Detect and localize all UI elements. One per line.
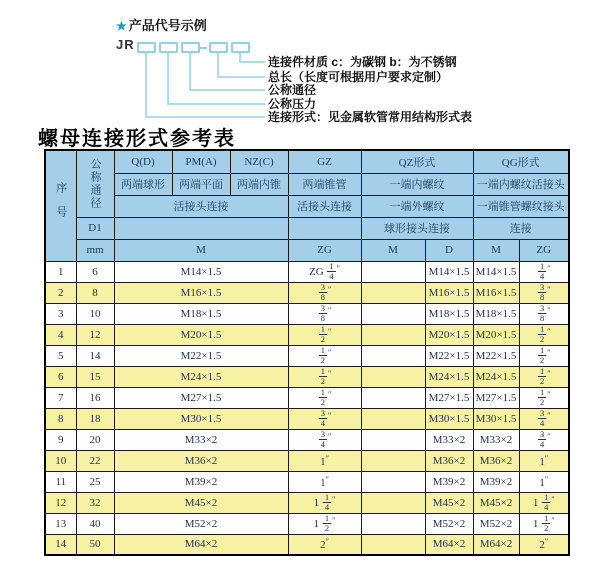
- header-qg-conn: 连接: [473, 217, 569, 239]
- cell-mm: 22: [76, 450, 114, 471]
- cell-qg-m: M33×2: [473, 429, 519, 450]
- cell-m: M16×1.5: [114, 282, 288, 303]
- product-code-prefix: JR: [116, 37, 135, 52]
- header-qg-u1: M: [473, 239, 519, 261]
- cell-seq: 3: [45, 303, 76, 324]
- cell-qz-m: [361, 471, 425, 492]
- header-qg-code: QG形式: [473, 150, 569, 173]
- header-row-conn: [45, 217, 569, 239]
- cell-qg-m: M22×1.5: [473, 345, 519, 366]
- table-row: [45, 387, 569, 408]
- header-row-units: [45, 239, 569, 261]
- table-row: [45, 471, 569, 492]
- cell-gz: $\frac{3}{8}$ ″: [288, 303, 361, 324]
- label-material: 连接件材质 c：为碳钢 b：为不锈钢: [268, 55, 457, 69]
- cell-qg-zg: $\frac{3}{4}$ ″: [519, 429, 569, 450]
- cell-qg-zg: $\frac{3}{4}$ ″: [519, 408, 569, 429]
- cell-mm: 15: [76, 366, 114, 387]
- cell-gz: ZG $\frac{1}{4}$ ″: [288, 261, 361, 282]
- cell-qg-zg: $\frac{3}{8}$ ″: [519, 303, 569, 324]
- cell-qg-m: M27×1.5: [473, 387, 519, 408]
- table-row: [45, 408, 569, 429]
- cell-seq: 12: [45, 492, 76, 513]
- cell-gz: 1 $\frac{1}{4}$ ″: [288, 492, 361, 513]
- star-icon: ★: [116, 19, 127, 33]
- cell-qz-m: [361, 450, 425, 471]
- label-diameter: 公称通径: [268, 83, 317, 97]
- header-m-unit: M: [114, 239, 288, 261]
- cell-qg-m: M18×1.5: [473, 303, 519, 324]
- cell-gz: $\frac{1}{2}$ ″: [288, 345, 361, 366]
- cell-m: M52×2: [114, 513, 288, 534]
- table-body: [45, 261, 569, 555]
- cell-m: M39×2: [114, 471, 288, 492]
- header-nz-code: NZ(C): [230, 150, 288, 173]
- cell-qg-zg: $\frac{1}{4}$ ″: [519, 261, 569, 282]
- cell-qz-m: [361, 429, 425, 450]
- cell-qz-d: M39×2: [425, 471, 473, 492]
- header-zg-unit: ZG: [288, 239, 361, 261]
- header-qpn-conn: 活接头连接: [114, 195, 288, 217]
- cell-seq: 8: [45, 408, 76, 429]
- cell-qz-d: M16×1.5: [425, 282, 473, 303]
- cell-qz-d: M30×1.5: [425, 408, 473, 429]
- table-title: 螺母连接形式参考表: [38, 128, 236, 150]
- cell-gz: $\frac{1}{2}$ ″: [288, 366, 361, 387]
- header-qg-desc2: 一端锥管螺纹接头: [473, 195, 569, 217]
- cell-mm: 6: [76, 261, 114, 282]
- label-pressure: 公称压力: [268, 97, 317, 111]
- header-qg-desc1: 一端内螺纹活接头: [473, 173, 569, 195]
- table-row: [45, 513, 569, 534]
- cell-qz-d: M52×2: [425, 513, 473, 534]
- cell-gz: $\frac{1}{2}$ ″: [288, 387, 361, 408]
- header-empty-gz: [288, 217, 361, 239]
- cell-seq: 2: [45, 282, 76, 303]
- cell-seq: 1: [45, 261, 76, 282]
- cell-m: M45×2: [114, 492, 288, 513]
- cell-qg-m: M30×1.5: [473, 408, 519, 429]
- cell-qz-d: M36×2: [425, 450, 473, 471]
- cell-seq: 11: [45, 471, 76, 492]
- diagram-title-text: 产品代号示例: [128, 18, 207, 33]
- header-pm-desc: 两端平面: [172, 173, 230, 195]
- cell-qz-m: [361, 345, 425, 366]
- cell-qz-m: [361, 366, 425, 387]
- cell-qz-m: [361, 324, 425, 345]
- cell-m: M22×1.5: [114, 345, 288, 366]
- reference-table: [44, 149, 570, 556]
- header-nz-desc: 两端内锥: [230, 173, 288, 195]
- header-qz-u1: M: [361, 239, 425, 261]
- cell-qz-d: M33×2: [425, 429, 473, 450]
- cell-gz: $\frac{3}{8}$ ″: [288, 282, 361, 303]
- table-row: [45, 282, 569, 303]
- table-row: [45, 450, 569, 471]
- cell-m: M27×1.5: [114, 387, 288, 408]
- cell-mm: 25: [76, 471, 114, 492]
- cell-seq: 14: [45, 534, 76, 555]
- cell-gz: 2″: [288, 534, 361, 555]
- cell-qg-zg: $\frac{1}{2}$ ″: [519, 387, 569, 408]
- cell-mm: 12: [76, 324, 114, 345]
- cell-qz-m: [361, 408, 425, 429]
- cell-qg-zg: $\frac{3}{8}$ ″: [519, 282, 569, 303]
- header-row-codes: [45, 150, 569, 173]
- cell-qg-m: M36×2: [473, 450, 519, 471]
- cell-qg-m: M24×1.5: [473, 366, 519, 387]
- header-gz-code: GZ: [288, 150, 361, 173]
- cell-qg-m: M52×2: [473, 513, 519, 534]
- cell-qz-m: [361, 534, 425, 555]
- header-qz-desc2: 一端外螺纹: [361, 195, 473, 217]
- cell-gz: $\frac{3}{4}$ ″: [288, 429, 361, 450]
- header-qz-u2: D: [425, 239, 473, 261]
- header-pm-code: PM(A): [172, 150, 230, 173]
- cell-qg-m: M14×1.5: [473, 261, 519, 282]
- cell-seq: 4: [45, 324, 76, 345]
- header-qd-code: Q(D): [114, 150, 172, 173]
- cell-gz: $\frac{1}{2}$ ″: [288, 324, 361, 345]
- cell-mm: 20: [76, 429, 114, 450]
- cell-qz-d: M18×1.5: [425, 303, 473, 324]
- cell-qg-zg: 1 $\frac{1}{2}$ ″: [519, 513, 569, 534]
- cell-qg-zg: $\frac{1}{2}$ ″: [519, 366, 569, 387]
- cell-mm: 32: [76, 492, 114, 513]
- cell-qz-d: M20×1.5: [425, 324, 473, 345]
- header-empty-qpn: [114, 217, 288, 239]
- header-qz-desc1: 一端内螺纹: [361, 173, 473, 195]
- cell-qg-m: M45×2: [473, 492, 519, 513]
- cell-seq: 10: [45, 450, 76, 471]
- table-row: [45, 534, 569, 555]
- table-row: [45, 324, 569, 345]
- header-qz-code: QZ形式: [361, 150, 473, 173]
- cell-seq: 7: [45, 387, 76, 408]
- cell-qg-zg: 1″: [519, 471, 569, 492]
- cell-qg-zg: $\frac{1}{2}$ ″: [519, 345, 569, 366]
- cell-mm: 16: [76, 387, 114, 408]
- cell-seq: 9: [45, 429, 76, 450]
- cell-qz-d: M27×1.5: [425, 387, 473, 408]
- cell-qg-zg: $\frac{1}{2}$ ″: [519, 324, 569, 345]
- cell-m: M14×1.5: [114, 261, 288, 282]
- cell-seq: 13: [45, 513, 76, 534]
- cell-qz-d: M45×2: [425, 492, 473, 513]
- cell-qg-m: M39×2: [473, 471, 519, 492]
- label-connection: 连接形式：见金属软管常用结构形式表: [268, 110, 473, 124]
- cell-qg-m: M16×1.5: [473, 282, 519, 303]
- table-row: [45, 429, 569, 450]
- cell-qz-d: M14×1.5: [425, 261, 473, 282]
- cell-m: M20×1.5: [114, 324, 288, 345]
- table-row: [45, 345, 569, 366]
- cell-m: M33×2: [114, 429, 288, 450]
- table-row: [45, 366, 569, 387]
- cell-m: M30×1.5: [114, 408, 288, 429]
- cell-qg-zg: 1″: [519, 450, 569, 471]
- cell-mm: 14: [76, 345, 114, 366]
- cell-mm: 10: [76, 303, 114, 324]
- cell-seq: 5: [45, 345, 76, 366]
- cell-qz-m: [361, 492, 425, 513]
- cell-qz-m: [361, 387, 425, 408]
- header-seq: 序号: [45, 150, 76, 261]
- table-row: [45, 261, 569, 282]
- product-code-diagram: [0, 0, 600, 130]
- cell-qz-m: [361, 282, 425, 303]
- cell-qg-zg: 2″: [519, 534, 569, 555]
- header-qd-desc: 两端球形: [114, 173, 172, 195]
- table-row: [45, 492, 569, 513]
- label-length: 总长（长度可根据用户要求定制）: [268, 70, 449, 84]
- header-qg-u2: ZG: [519, 239, 569, 261]
- header-row-desc1: [45, 173, 569, 195]
- cell-qz-d: M22×1.5: [425, 345, 473, 366]
- cell-seq: 6: [45, 366, 76, 387]
- cell-mm: 18: [76, 408, 114, 429]
- cell-mm: 40: [76, 513, 114, 534]
- header-mm: mm: [76, 239, 114, 261]
- header-qz-conn: 球形接头连接: [361, 217, 473, 239]
- cell-qz-m: [361, 303, 425, 324]
- cell-qg-m: M20×1.5: [473, 324, 519, 345]
- cell-mm: 8: [76, 282, 114, 303]
- table-header: [45, 150, 569, 261]
- cell-gz: 1″: [288, 450, 361, 471]
- cell-mm: 50: [76, 534, 114, 555]
- cell-m: M36×2: [114, 450, 288, 471]
- cell-gz: $\frac{3}{4}$ ″: [288, 408, 361, 429]
- table-row: [45, 303, 569, 324]
- cell-qz-m: [361, 261, 425, 282]
- cell-m: M64×2: [114, 534, 288, 555]
- cell-gz: 1″: [288, 471, 361, 492]
- header-row-desc2: [45, 195, 569, 217]
- cell-m: M18×1.5: [114, 303, 288, 324]
- header-nominal: 公称通径: [76, 150, 114, 217]
- header-gz-conn: 活接头连接: [288, 195, 361, 217]
- cell-qz-d: M64×2: [425, 534, 473, 555]
- header-d1: D1: [76, 217, 114, 239]
- cell-qg-m: M64×2: [473, 534, 519, 555]
- cell-qg-zg: 1 $\frac{1}{4}$ ″: [519, 492, 569, 513]
- cell-gz: 1 $\frac{1}{2}$ ″: [288, 513, 361, 534]
- cell-qz-d: M24×1.5: [425, 366, 473, 387]
- header-gz-desc: 两端锥管: [288, 173, 361, 195]
- cell-qz-m: [361, 513, 425, 534]
- cell-m: M24×1.5: [114, 366, 288, 387]
